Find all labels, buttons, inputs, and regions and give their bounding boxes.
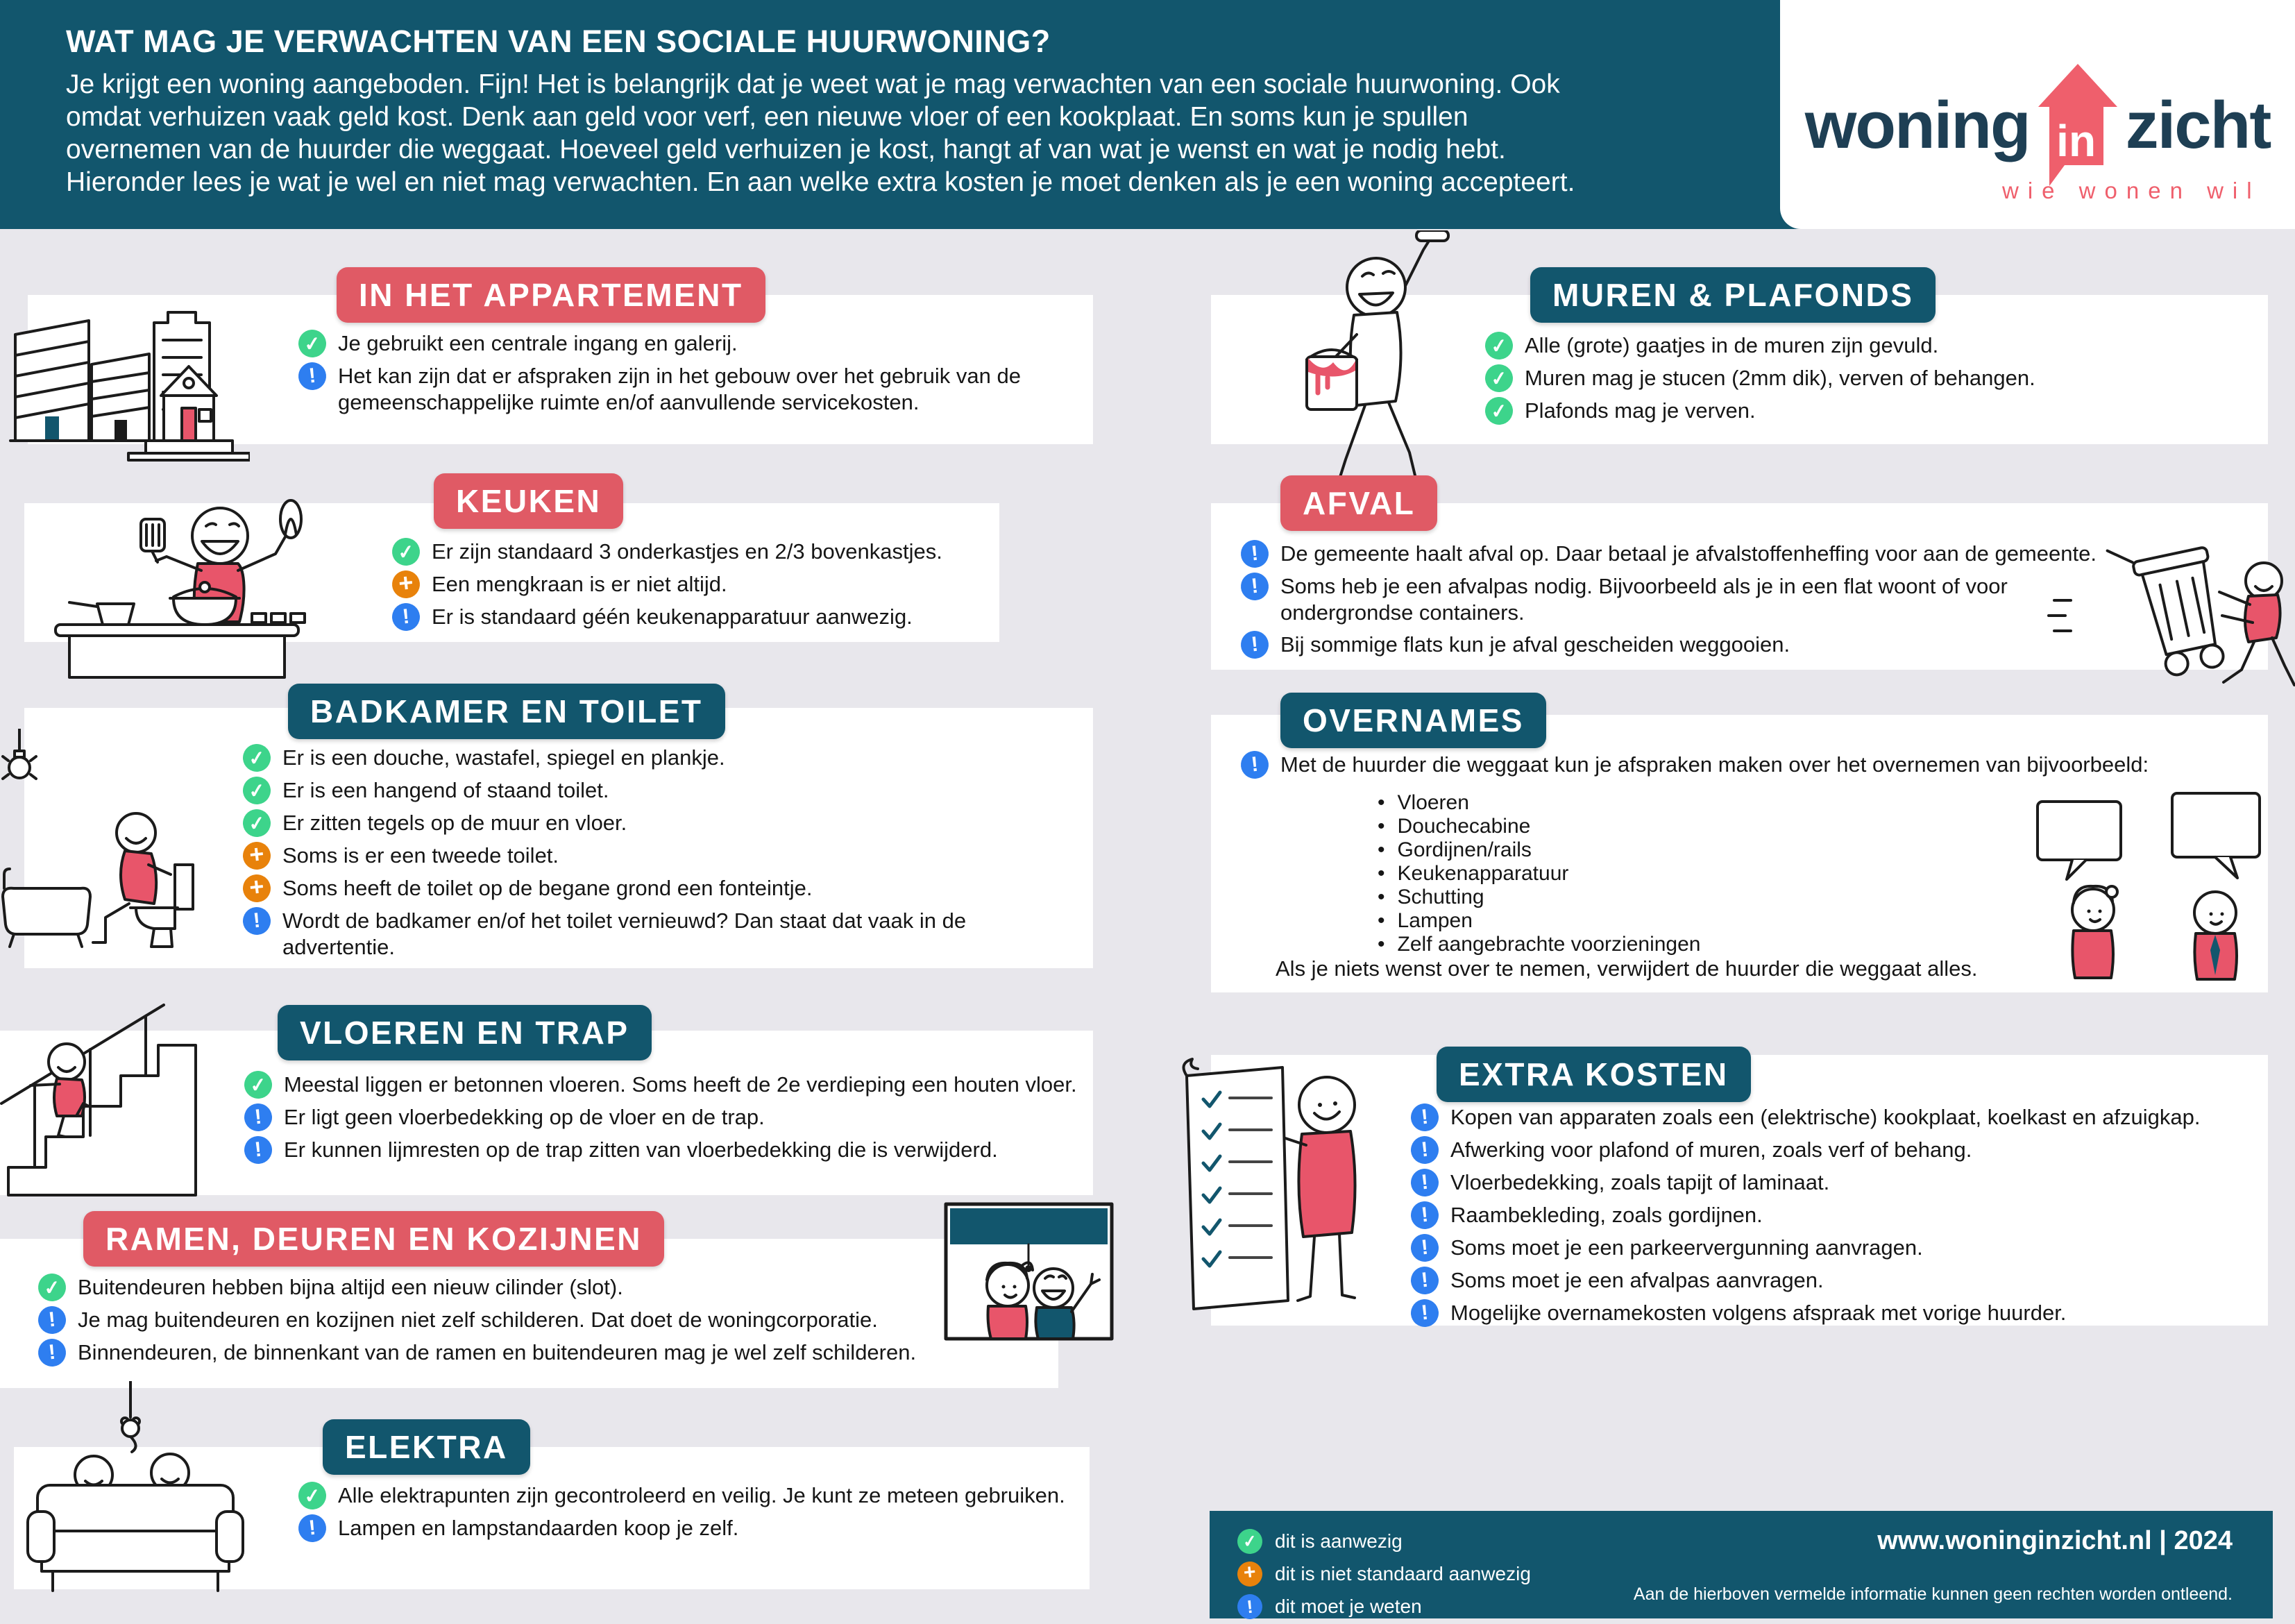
footer-panel (1210, 1511, 2273, 1618)
overnames-sublist (1378, 791, 1700, 956)
item-text: Er is een hangend of staand toilet. (282, 778, 609, 802)
item-text: Afwerking voor plafond of muren, zoals verf of behang. (1450, 1137, 1972, 1162)
list-item (1485, 364, 2249, 392)
badge-in-het-appartement (337, 267, 765, 323)
list-item (1411, 1103, 2285, 1131)
info-icon (37, 1337, 67, 1368)
item-text: Meestal liggen er betonnen vloeren. Soms heeft de 2e verdieping een houten vloer. (284, 1072, 1077, 1097)
checklist-person-illustration (1173, 1027, 1374, 1326)
info-icon (1409, 1167, 1440, 1198)
item-text: Soms moet je een afvalpas aanvragen. (1450, 1268, 1824, 1292)
item-text: Er zitten tegels op de muur en vloer. (282, 811, 627, 835)
logo-text-zicht: zicht (2125, 87, 2271, 162)
logo-tagline: wie wonen wil (2002, 178, 2261, 203)
badge-label: KEUKEN (456, 483, 602, 519)
logo-panel (1780, 0, 2295, 229)
logo-house-icon (2035, 61, 2120, 189)
check-icon (1484, 396, 1514, 426)
legend-item (1237, 1529, 1531, 1554)
badge-vloeren-en-trap (278, 1005, 652, 1060)
list-muren-plafonds (1485, 332, 2249, 430)
list-item (244, 1103, 1098, 1131)
list-item (1411, 1267, 2285, 1294)
list-item (38, 1339, 961, 1367)
city-buildings-illustration (7, 291, 250, 462)
legend-item (1237, 1562, 1531, 1587)
badge-label: ELEKTRA (345, 1429, 508, 1465)
item-text: Soms heeft de toilet op de begane grond een fonteintje. (282, 876, 813, 900)
logo-text-in: in (2056, 116, 2097, 166)
info-icon (1409, 1298, 1440, 1328)
item-text: Kopen van apparaten zoals een (elektrische) kookplaat, koelkast en afzuigkap. (1450, 1105, 2201, 1129)
item-text: Wordt de badkamer en/of het toilet vernieuwd? Dan staat dat vaak in de advertentie. (282, 908, 967, 959)
sublist-item: • Vloeren (1378, 791, 1700, 815)
plus-icon (242, 873, 272, 904)
item-text: Er ligt geen vloerbedekking op de vloer en de trap. (284, 1105, 765, 1129)
badge-elektra (323, 1419, 530, 1475)
list-item (1485, 397, 2249, 425)
item-text: Buitendeuren hebben bijna altijd een nieuw cilinder (slot). (78, 1275, 623, 1299)
item-text: Het kan zijn dat er afspraken zijn in het gebouw over het gebruik van de gemeenschappelijke ruimte en/of aanvullende servicekosten. (338, 364, 1021, 414)
check-icon (1484, 330, 1514, 361)
info-icon (242, 906, 272, 936)
info-icon (37, 1305, 67, 1335)
badge-muren-plafonds (1530, 267, 1936, 323)
info-icon (391, 602, 421, 632)
sublist-item: • Keukenapparatuur (1378, 862, 1700, 886)
list-item (1241, 540, 2122, 568)
list-item (392, 603, 989, 631)
sublist-item: • Lampen (1378, 909, 1700, 933)
list-in-het-appartement (298, 330, 1044, 421)
list-extra-kosten (1411, 1103, 2285, 1332)
list-item (1411, 1169, 2285, 1196)
badge-label: RAMEN, DEUREN EN KOZIJNEN (105, 1221, 643, 1257)
list-item (1485, 332, 2249, 360)
sublist-item: • Gordijnen/rails (1378, 838, 1700, 862)
check-icon (242, 808, 272, 838)
item-text: Alle (grote) gaatjes in de muren zijn gevuld. (1525, 333, 1939, 357)
item-text: Mogelijke overnamekosten volgens afspraak met vorige huurder. (1450, 1301, 2067, 1325)
intro-line: omdat verhuizen vaak geld kost. Denk aan geld voor verf, een nieuwe vloer of een kookplaat. En soms kun je spullen (66, 102, 1468, 132)
check-icon (297, 1480, 328, 1511)
item-text: Bij sommige flats kun je afval gescheiden weggooien. (1280, 632, 1790, 657)
list-item (1411, 1136, 2285, 1164)
list-item (243, 744, 999, 772)
list-item (243, 842, 999, 870)
list-keuken (392, 538, 989, 636)
badge-badkamer-en-toilet (288, 684, 725, 739)
legend-item (1237, 1594, 1531, 1619)
sofa-couple-illustration (21, 1381, 250, 1624)
item-text: Er is standaard géén keukenapparatuur aanwezig. (432, 604, 913, 629)
badge-afval (1280, 475, 1437, 531)
badge-label: IN HET APPARTEMENT (359, 277, 743, 313)
item-text: Soms moet je een parkeervergunning aanvragen. (1450, 1235, 1923, 1260)
list-item (1241, 573, 2122, 626)
list-item (392, 570, 989, 598)
info-icon (243, 1135, 273, 1165)
info-icon (1409, 1135, 1440, 1165)
info-icon (1239, 750, 1270, 780)
badge-ramen-deuren-en-kozijnen (83, 1211, 664, 1267)
badge-label: EXTRA KOSTEN (1459, 1056, 1729, 1092)
cooking-person-illustration (31, 493, 323, 684)
item-text: Vloerbedekking, zoals tapijt of laminaat. (1450, 1170, 1830, 1194)
list-item (38, 1274, 961, 1301)
bathroom-illustration (0, 729, 229, 958)
list-item (244, 1136, 1098, 1164)
list-item (1241, 751, 2226, 779)
list-item (298, 1482, 1090, 1509)
badge-label: MUREN & PLAFONDS (1552, 277, 1914, 313)
check-icon (1484, 363, 1514, 394)
check-icon (242, 775, 272, 806)
list-badkamer-en-toilet (243, 744, 999, 965)
item-text: Met de huurder die weggaat kun je afspraken maken over het overnemen van bijvoorbeeld: (1280, 752, 2149, 777)
badge-label: AFVAL (1303, 485, 1416, 521)
list-ramen-deuren-en-kozijnen (38, 1274, 961, 1371)
talking-people-illustration (2033, 774, 2283, 982)
woninginzicht-logo (1780, 61, 2295, 189)
list-item (298, 330, 1044, 357)
item-text: Binnendeuren, de binnenkant van de ramen en buitendeuren mag je wel zelf schilderen. (78, 1340, 917, 1364)
list-item (243, 874, 999, 902)
item-text: Een mengkraan is er niet altijd. (432, 572, 727, 596)
badge-label: BADKAMER EN TOILET (310, 693, 703, 729)
item-text: Plafonds mag je verven. (1525, 398, 1756, 423)
item-text: Je gebruikt een centrale ingang en galerij. (338, 331, 738, 355)
website-link[interactable]: www.woninginzicht.nl | 2024 (1877, 1526, 2233, 1555)
list-item (38, 1306, 961, 1334)
info-icon (1409, 1102, 1440, 1133)
list-overnames (1241, 751, 2226, 784)
intro-line: Je krijgt een woning aangeboden. Fijn! Het is belangrijk dat je weet wat je mag verwachten van een sociale huurwoning. Ook (66, 69, 1560, 99)
legend-label: dit is niet standaard aanwezig (1275, 1563, 1531, 1584)
sublist-item: • Schutting (1378, 886, 1700, 909)
overnames-note: Als je niets wenst over te nemen, verwijdert de huurder die weggaat alles. (1276, 956, 1978, 981)
badge-keuken (434, 473, 623, 529)
list-item (298, 362, 1044, 416)
list-item (298, 1514, 1090, 1542)
info-icon (297, 361, 328, 391)
check-icon (243, 1069, 273, 1100)
check-icon (37, 1272, 67, 1303)
painter-person-illustration (1287, 230, 1489, 501)
item-text: Raambekleding, zoals gordijnen. (1450, 1203, 1763, 1227)
item-text: Soms is er een tweede toilet. (282, 843, 559, 868)
plus-icon (391, 569, 421, 600)
list-item (243, 777, 999, 804)
window-couple-illustration (944, 1202, 1114, 1341)
badge-label: VLOEREN EN TRAP (300, 1015, 629, 1051)
list-item (244, 1071, 1098, 1099)
item-text: Alle elektrapunten zijn gecontroleerd en veilig. Je kunt ze meteen gebruiken. (338, 1483, 1065, 1507)
intro-paragraph (66, 68, 1759, 198)
item-text: Er is een douche, wastafel, spiegel en plankje. (282, 745, 725, 770)
item-text: Er kunnen lijmresten op de trap zitten van vloerbedekking die is verwijderd. (284, 1137, 998, 1162)
sublist-item: • Zelf aangebrachte voorzieningen (1378, 933, 1700, 956)
info-icon (1236, 1593, 1264, 1621)
page-title: WAT MAG JE VERWACHTEN VAN EEN SOCIALE HUURWONING? (66, 24, 1051, 59)
check-icon (242, 743, 272, 773)
list-item (1411, 1201, 2285, 1229)
badge-extra-kosten (1437, 1047, 1751, 1102)
info-icon (297, 1513, 328, 1543)
item-text: Lampen en lampstandaarden koop je zelf. (338, 1516, 739, 1540)
plus-icon (1236, 1560, 1264, 1588)
list-vloeren-en-trap (244, 1071, 1098, 1169)
check-icon (297, 328, 328, 359)
list-item (243, 809, 999, 837)
legend-label: dit is aanwezig (1275, 1530, 1403, 1552)
info-icon (1409, 1200, 1440, 1230)
item-text: Soms heb je een afvalpas nodig. Bijvoorbeeld als je in een flat woont of voor ondergrondse containers. (1280, 574, 2008, 625)
icon-legend (1237, 1529, 1531, 1619)
list-item (1411, 1234, 2285, 1262)
badge-label: OVERNAMES (1303, 702, 1524, 738)
item-text: Je mag buitendeuren en kozijnen niet zelf schilderen. Dat doet de woningcorporatie. (78, 1308, 878, 1332)
item-text: Er zijn standaard 3 onderkastjes en 2/3 bovenkastjes. (432, 539, 942, 564)
item-text: Muren mag je stucen (2mm dik), verven of behangen. (1525, 366, 2035, 390)
info-icon (1239, 571, 1270, 602)
info-icon (1409, 1233, 1440, 1263)
list-item (392, 538, 989, 566)
info-icon (1239, 539, 1270, 569)
logo-text-woning: woning (1804, 87, 2030, 162)
info-icon (1409, 1265, 1440, 1296)
list-item (1411, 1299, 2285, 1327)
intro-line: Hieronder lees je wat je wel en niet mag verwachten. En aan welke extra kosten je moet denken als je een woning accepteert. (66, 167, 1575, 197)
intro-line: overnemen van de huurder die weggaat. Hoeveel geld verhuizen je kost, hangt af van wat je wenst en wat je nodig hebt. (66, 135, 1506, 164)
badge-overnames (1280, 693, 1546, 748)
list-item (243, 907, 999, 961)
check-icon (1236, 1528, 1264, 1555)
stairs-person-illustration (0, 992, 222, 1201)
list-afval (1241, 540, 2122, 663)
info-icon (1239, 629, 1270, 660)
legend-label: dit moet je weten (1275, 1596, 1422, 1617)
sublist-item: • Douchecabine (1378, 815, 1700, 838)
check-icon (391, 536, 421, 567)
list-item (1241, 631, 2122, 659)
info-icon (243, 1102, 273, 1133)
list-elektra (298, 1482, 1090, 1547)
footer-disclaimer: Aan de hierboven vermelde informatie kunnen geen rechten worden ontleend. (1633, 1584, 2233, 1604)
plus-icon (242, 840, 272, 871)
item-text: De gemeente haalt afval op. Daar betaal je afvalstoffenheffing voor aan de gemeente. (1280, 541, 2097, 566)
